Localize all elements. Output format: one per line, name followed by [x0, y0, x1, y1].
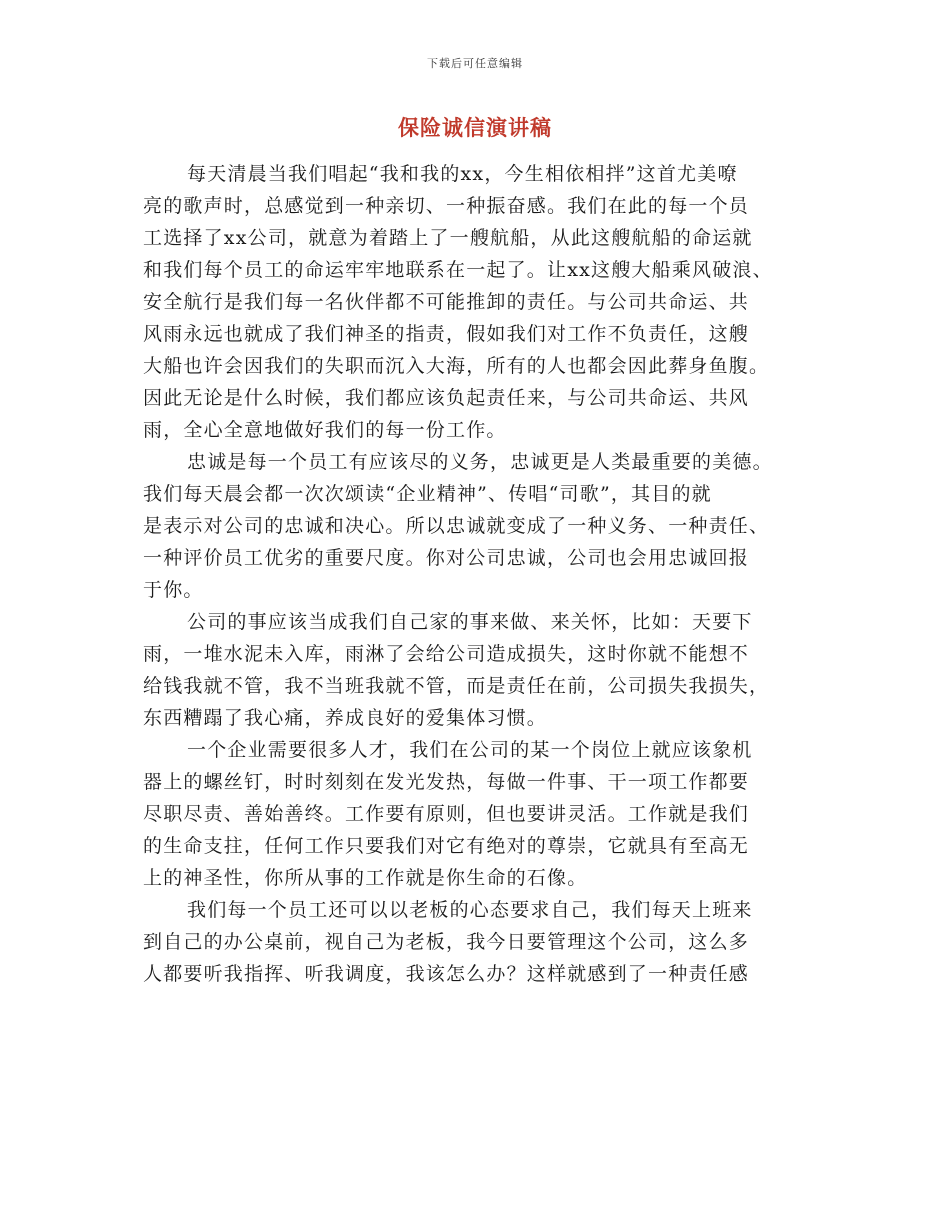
text-line: 忠诚是每一个员工有应该尽的义务，忠诚更是人类最重要的美德。 — [187, 451, 773, 473]
text-line: 人都要听我指挥、听我调度，我该怎么办？这样就感到了一种责任感 — [143, 963, 750, 985]
text-line: 我们每一个员工还可以以老板的心态要求自己，我们每天上班来 — [187, 899, 753, 921]
text-line: 风雨永远也就成了我们神圣的指责，假如我们对工作不负责任，这艘 — [143, 323, 750, 345]
text-line: 上的神圣性，你所从事的工作就是你生命的石像。 — [143, 867, 588, 889]
text-line: 一种评价员工优劣的重要尺度。你对公司忠诚，公司也会用忠诚回报 — [143, 547, 750, 569]
text-line: 和我们每个员工的命运牢牢地联系在一起了。让xx这艘大船乘风破浪、 — [143, 259, 773, 281]
text-line: 于你。 — [143, 579, 204, 601]
text-line: 雨，全心全意地做好我们的每一份工作。 — [143, 419, 507, 441]
text-line: 因此无论是什么时候，我们都应该负起责任来，与公司共命运、共风 — [143, 387, 750, 409]
document-body — [143, 158, 813, 990]
text-line: 一个企业需要很多人才，我们在公司的某一个岗位上就应该象机 — [187, 739, 753, 761]
text-line: 每天清晨当我们唱起“我和我的xx，今生相依相拌”这首尤美嘹 — [187, 163, 738, 185]
header-note: 下载后可任意编辑 — [427, 57, 523, 70]
text-line: 工选择了xx公司，就意为着踏上了一艘航船，从此这艘航船的命运就 — [143, 227, 753, 249]
text-line: 公司的事应该当成我们自己家的事来做、来关怀，比如：天要下 — [187, 611, 753, 633]
text-line: 的生命支拄，任何工作只要我们对它有绝对的尊崇，它就具有至高无 — [143, 835, 750, 857]
text-line: 器上的螺丝钉，时时刻刻在发光发热，每做一件事、干一项工作都要 — [143, 771, 750, 793]
text-line: 亮的歌声时，总感觉到一种亲切、一种振奋感。我们在此的每一个员 — [143, 195, 750, 217]
text-line: 东西糟蹋了我心痛，养成良好的爱集体习惯。 — [143, 707, 548, 729]
text-line: 我们每天晨会都一次次颂读“企业精神”、传唱“司歌”，其目的就 — [143, 483, 712, 505]
text-line: 安全航行是我们每一名伙伴都不可能推卸的责任。与公司共命运、共 — [143, 291, 750, 313]
document-title: 保险诚信演讲稿 — [398, 115, 552, 140]
text-line: 是表示对公司的忠诚和决心。所以忠诚就变成了一种义务、一种责任、 — [143, 515, 770, 537]
text-line: 雨，一堆水泥未入库，雨淋了会给公司造成损失，这时你就不能想不 — [143, 643, 750, 665]
text-line: 给钱我就不管，我不当班我就不管，而是责任在前，公司损失我损失， — [143, 675, 770, 697]
text-line: 大船也许会因我们的失职而沉入大海，所有的人也都会因此葬身鱼腹。 — [143, 355, 770, 377]
text-line: 尽职尽责、善始善终。工作要有原则，但也要讲灵活。工作就是我们 — [143, 803, 750, 825]
text-line: 到自己的办公桌前，视自己为老板，我今日要管理这个公司，这么多 — [143, 931, 750, 953]
